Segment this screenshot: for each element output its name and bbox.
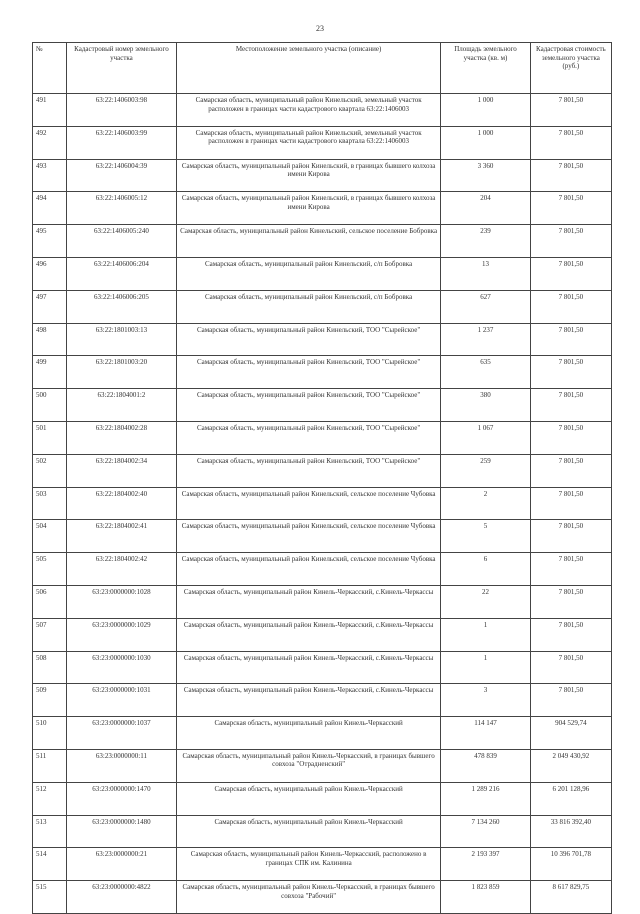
table-row — [33, 421, 612, 454]
cell-area: 259 — [441, 454, 530, 487]
cell-area: 5 — [441, 520, 530, 553]
cell-area: 13 — [441, 257, 530, 290]
cell-number: 509 — [33, 684, 67, 717]
cell-location: Самарская область, муниципальный район Кинельский, в границах бывшего колхоза имени Кирова — [176, 159, 440, 192]
cell-area: 114 147 — [441, 717, 530, 750]
cell-cadastral-cost: 7 801,50 — [530, 684, 611, 717]
cell-number: 512 — [33, 782, 67, 815]
cell-number: 494 — [33, 192, 67, 225]
table-row — [33, 454, 612, 487]
header-area: Площадь земельного участка (кв. м) — [441, 43, 530, 94]
page-number: 23 — [316, 24, 324, 33]
cell-cadastral-cost: 7 801,50 — [530, 520, 611, 553]
cell-area: 380 — [441, 389, 530, 422]
cell-cadastral-number: 63:23:0000000:1031 — [66, 684, 176, 717]
cell-number: 492 — [33, 126, 67, 159]
table-row — [33, 717, 612, 750]
cell-number: 498 — [33, 323, 67, 356]
cell-cadastral-number: 63:23:0000000:11 — [66, 749, 176, 782]
cell-area: 22 — [441, 585, 530, 618]
cell-cadastral-cost: 7 801,50 — [530, 225, 611, 258]
cell-area: 1 067 — [441, 421, 530, 454]
cell-cadastral-cost: 7 801,50 — [530, 618, 611, 651]
cell-area: 6 — [441, 553, 530, 586]
table-row — [33, 848, 612, 881]
cell-cadastral-number: 63:22:1406004:39 — [66, 159, 176, 192]
cell-cadastral-cost: 7 801,50 — [530, 553, 611, 586]
cell-number: 513 — [33, 815, 67, 848]
cell-number: 514 — [33, 848, 67, 881]
cell-cadastral-cost: 6 201 128,96 — [530, 782, 611, 815]
cell-cadastral-number: 63:22:1804002:42 — [66, 553, 176, 586]
table-row — [33, 881, 612, 914]
cell-number: 510 — [33, 717, 67, 750]
table-row — [33, 356, 612, 389]
cell-number: 503 — [33, 487, 67, 520]
cell-cadastral-number: 63:22:1406006:204 — [66, 257, 176, 290]
cell-cadastral-number: 63:23:0000000:1029 — [66, 618, 176, 651]
cell-cadastral-cost: 7 801,50 — [530, 126, 611, 159]
table-row — [33, 585, 612, 618]
cell-cadastral-cost: 33 816 392,40 — [530, 815, 611, 848]
cell-number: 491 — [33, 94, 67, 127]
table-row — [33, 553, 612, 586]
cell-cadastral-cost: 8 617 829,75 — [530, 881, 611, 914]
land-plots-table — [32, 42, 612, 914]
cell-area: 1 237 — [441, 323, 530, 356]
cell-cadastral-number: 63:22:1804002:28 — [66, 421, 176, 454]
cell-cadastral-number: 63:22:1804001:2 — [66, 389, 176, 422]
cell-cadastral-number: 63:22:1804002:40 — [66, 487, 176, 520]
cell-area: 1 823 859 — [441, 881, 530, 914]
table-row — [33, 487, 612, 520]
cell-area: 239 — [441, 225, 530, 258]
cell-area: 2 — [441, 487, 530, 520]
header-number: № — [33, 43, 67, 94]
table-row — [33, 290, 612, 323]
cell-location: Самарская область, муниципальный район Кинель-Черкасский — [176, 815, 440, 848]
cell-cadastral-cost: 7 801,50 — [530, 454, 611, 487]
table-row — [33, 815, 612, 848]
table-row — [33, 192, 612, 225]
cell-location: Самарская область, муниципальный район Кинель-Черкасский — [176, 717, 440, 750]
cell-cadastral-number: 63:23:0000000:1028 — [66, 585, 176, 618]
cell-cadastral-number: 63:23:0000000:1037 — [66, 717, 176, 750]
cell-location: Самарская область, муниципальный район Кинель-Черкасский, в границах бывшего совхоза "Рабочий" — [176, 881, 440, 914]
cell-cadastral-number: 63:22:1804002:41 — [66, 520, 176, 553]
cell-location: Самарская область, муниципальный район Кинельский, сельское поселение Бобровка — [176, 225, 440, 258]
cell-cadastral-number: 63:22:1801003:13 — [66, 323, 176, 356]
header-cadastral-number: Кадастровый номер земельного участка — [66, 43, 176, 94]
cell-area: 1 000 — [441, 94, 530, 127]
cell-number: 497 — [33, 290, 67, 323]
cell-area: 7 134 260 — [441, 815, 530, 848]
cell-location: Самарская область, муниципальный район Кинель-Черкасский, с.Кинель-Черкассы — [176, 618, 440, 651]
cell-cadastral-number: 63:22:1406005:240 — [66, 225, 176, 258]
table-row — [33, 225, 612, 258]
cell-area: 1 — [441, 618, 530, 651]
cell-cadastral-cost: 7 801,50 — [530, 192, 611, 225]
table-header-row — [33, 43, 612, 94]
cell-number: 500 — [33, 389, 67, 422]
cell-cadastral-number: 63:22:1406003:99 — [66, 126, 176, 159]
cell-cadastral-cost: 904 529,74 — [530, 717, 611, 750]
table-row — [33, 520, 612, 553]
cell-area: 2 193 397 — [441, 848, 530, 881]
cell-number: 501 — [33, 421, 67, 454]
cell-location: Самарская область, муниципальный район Кинель-Черкасский — [176, 782, 440, 815]
cell-cadastral-number: 63:22:1804002:34 — [66, 454, 176, 487]
cell-location: Самарская область, муниципальный район Кинельский, сельское поселение Чубовка — [176, 553, 440, 586]
cell-number: 495 — [33, 225, 67, 258]
table-row — [33, 389, 612, 422]
table-row — [33, 159, 612, 192]
cell-area: 635 — [441, 356, 530, 389]
cell-cadastral-number: 63:22:1406005:12 — [66, 192, 176, 225]
header-cadastral-cost: Кадастровая стоимость земельного участка (руб.) — [530, 43, 611, 94]
cell-location: Самарская область, муниципальный район Кинельский, земельный участок расположен в границах части кадастрового квартала 63:22:1406003 — [176, 94, 440, 127]
cell-area: 204 — [441, 192, 530, 225]
cell-location: Самарская область, муниципальный район Кинель-Черкасский, с.Кинель-Черкассы — [176, 651, 440, 684]
cell-location: Самарская область, муниципальный район Кинельский, с/п Бобровка — [176, 290, 440, 323]
cell-number: 507 — [33, 618, 67, 651]
cell-area: 3 360 — [441, 159, 530, 192]
table-row — [33, 684, 612, 717]
cell-cadastral-cost: 7 801,50 — [530, 651, 611, 684]
cell-area: 478 839 — [441, 749, 530, 782]
cell-cadastral-cost: 7 801,50 — [530, 94, 611, 127]
cell-location: Самарская область, муниципальный район Кинельский, ТОО "Сырейское" — [176, 421, 440, 454]
cell-location: Самарская область, муниципальный район Кинельский, ТОО "Сырейское" — [176, 356, 440, 389]
cell-cadastral-number: 63:23:0000000:1030 — [66, 651, 176, 684]
cell-number: 506 — [33, 585, 67, 618]
cell-location: Самарская область, муниципальный район Кинельский, сельское поселение Чубовка — [176, 520, 440, 553]
cell-cadastral-cost: 10 396 701,78 — [530, 848, 611, 881]
cell-number: 515 — [33, 881, 67, 914]
cell-location: Самарская область, муниципальный район Кинель-Черкасский, с.Кинель-Черкассы — [176, 684, 440, 717]
cell-cadastral-cost: 7 801,50 — [530, 159, 611, 192]
cell-location: Самарская область, муниципальный район Кинель-Черкасский, расположено в границах СПК им. Калинина — [176, 848, 440, 881]
table-row — [33, 126, 612, 159]
cell-number: 496 — [33, 257, 67, 290]
cell-area: 1 000 — [441, 126, 530, 159]
cell-cadastral-cost: 7 801,50 — [530, 487, 611, 520]
cell-location: Самарская область, муниципальный район Кинельский, ТОО "Сырейское" — [176, 389, 440, 422]
cell-cadastral-number: 63:23:0000000:21 — [66, 848, 176, 881]
cell-cadastral-number: 63:22:1406006:205 — [66, 290, 176, 323]
cell-number: 505 — [33, 553, 67, 586]
cell-cadastral-cost: 7 801,50 — [530, 356, 611, 389]
cell-number: 493 — [33, 159, 67, 192]
cell-cadastral-cost: 7 801,50 — [530, 389, 611, 422]
cell-location: Самарская область, муниципальный район Кинель-Черкасский, с.Кинель-Черкассы — [176, 585, 440, 618]
cell-cadastral-cost: 7 801,50 — [530, 585, 611, 618]
cell-number: 511 — [33, 749, 67, 782]
cell-cadastral-number: 63:22:1406003:98 — [66, 94, 176, 127]
cell-number: 499 — [33, 356, 67, 389]
cell-location: Самарская область, муниципальный район Кинельский, в границах бывшего колхоза имени Кирова — [176, 192, 440, 225]
cell-cadastral-number: 63:23:0000000:4822 — [66, 881, 176, 914]
cell-cadastral-number: 63:23:0000000:1470 — [66, 782, 176, 815]
cell-location: Самарская область, муниципальный район Кинель-Черкасский, в границах бывшего совхоза "Отрадненский" — [176, 749, 440, 782]
cell-location: Самарская область, муниципальный район Кинельский, сельское поселение Чубовка — [176, 487, 440, 520]
table-row — [33, 257, 612, 290]
table-row — [33, 651, 612, 684]
cell-cadastral-cost: 7 801,50 — [530, 323, 611, 356]
cell-number: 508 — [33, 651, 67, 684]
table-row — [33, 782, 612, 815]
cell-location: Самарская область, муниципальный район Кинельский, ТОО "Сырейское" — [176, 454, 440, 487]
table-row — [33, 323, 612, 356]
cell-number: 504 — [33, 520, 67, 553]
cell-cadastral-number: 63:22:1801003:20 — [66, 356, 176, 389]
cell-cadastral-number: 63:23:0000000:1480 — [66, 815, 176, 848]
cell-location: Самарская область, муниципальный район Кинельский, с/п Бобровка — [176, 257, 440, 290]
table-row — [33, 94, 612, 127]
cell-area: 1 — [441, 651, 530, 684]
table-row — [33, 749, 612, 782]
cell-cadastral-cost: 7 801,50 — [530, 421, 611, 454]
cell-cadastral-cost: 7 801,50 — [530, 257, 611, 290]
header-location: Местоположение земельного участка (описание) — [176, 43, 440, 94]
cell-area: 3 — [441, 684, 530, 717]
table-row — [33, 618, 612, 651]
cell-area: 627 — [441, 290, 530, 323]
cell-cadastral-cost: 7 801,50 — [530, 290, 611, 323]
cell-area: 1 289 216 — [441, 782, 530, 815]
cell-location: Самарская область, муниципальный район Кинельский, земельный участок расположен в границах части кадастрового квартала 63:22:1406003 — [176, 126, 440, 159]
cell-location: Самарская область, муниципальный район Кинельский, ТОО "Сырейское" — [176, 323, 440, 356]
cell-number: 502 — [33, 454, 67, 487]
cell-cadastral-cost: 2 049 430,92 — [530, 749, 611, 782]
